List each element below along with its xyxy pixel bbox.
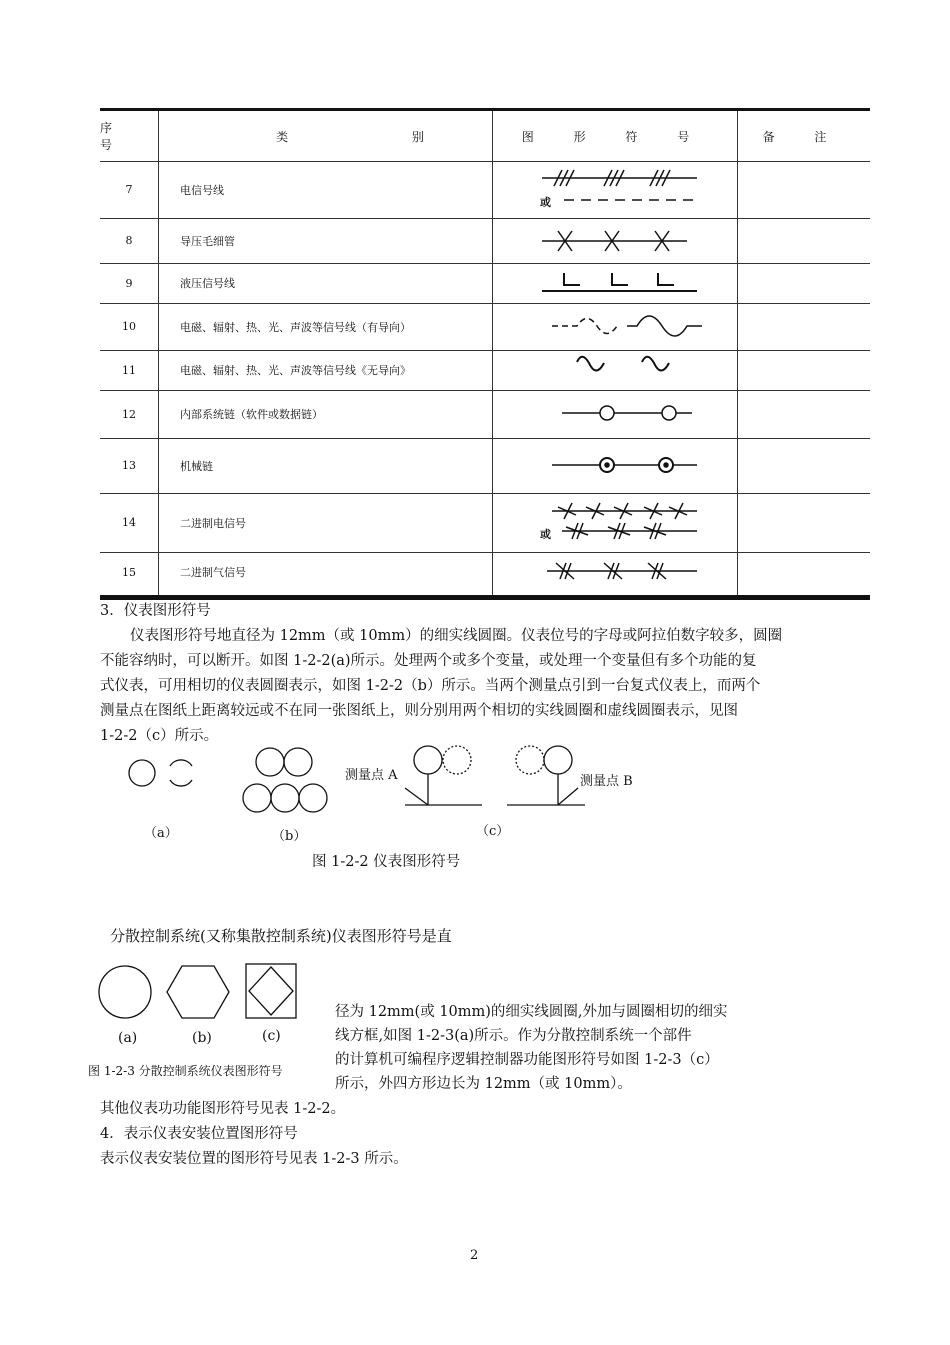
dcs-text-line: 所示，外四方形边长为 12mm（或 10mm）。 xyxy=(335,1076,632,1092)
row-no: 8 xyxy=(125,234,133,247)
figure-label-a: （a） xyxy=(144,826,178,841)
figure-1-2-2 xyxy=(100,740,660,835)
row-no: 13 xyxy=(122,459,136,472)
dashed-instrument-circle xyxy=(516,746,544,774)
dcs-text-line: 径为 12mm(或 10mm)的细实线圆圈,外加与圆圈相切的细实 xyxy=(335,1004,728,1020)
instrument-circle xyxy=(243,784,271,812)
electric-signal-line-symbol xyxy=(542,170,697,200)
dcs-text-line: 线方框,如图 1-2-3(a)所示。作为分散控制系统一个部件 xyxy=(335,1028,692,1044)
row-category: 内部系统链（软件或数据链） xyxy=(180,408,323,421)
dcs-label-c: (c) xyxy=(262,1028,281,1044)
row-category: 导压毛细管 xyxy=(180,234,235,248)
dcs-figure-caption: 图 1-2-3 分散控制系统仪表图形符号 xyxy=(88,1064,283,1078)
broken-instrument-circle xyxy=(170,760,192,766)
row-no: 7 xyxy=(125,183,133,196)
paragraph-line: 式仪表，可用相切的仪表圆圈表示，如图 1-2-2（b）所示。当两个测量点引到一台复式仪表上，而两个 xyxy=(100,678,761,694)
mechanical-link-symbol xyxy=(552,458,697,472)
row-no: 9 xyxy=(125,276,133,290)
figure-label-b: （b） xyxy=(272,829,307,844)
paragraph-line: 1-2-2（c）所示。 xyxy=(100,728,219,744)
row-category: 二进制电信号 xyxy=(180,516,246,530)
paragraph-line: 不能容纳时，可以断开。如图 1-2-2(a)所示。处理两个或多个变量，或处理一个变量但有多个功能的复 xyxy=(100,653,757,669)
measure-point-b: 测量点 B xyxy=(580,774,633,789)
table-divider xyxy=(737,111,738,595)
or-label: 或 xyxy=(540,528,551,541)
figure-1-2-3 xyxy=(95,960,305,1025)
header-remark: 备 注 xyxy=(762,129,845,144)
row-category: 电磁、辐射、热、光、声波等信号线（有导向） xyxy=(180,320,411,334)
hydraulic-signal-line-symbol xyxy=(542,273,697,291)
paragraph-line: 仪表图形符号地直径为 12mm（或 10mm）的细实线圆圈。仪表位号的字母或阿拉伯数字较多，圆圈 xyxy=(130,628,783,644)
instrument-circle xyxy=(129,760,155,786)
row-no: 11 xyxy=(122,363,136,377)
row-no: 14 xyxy=(122,516,136,529)
row-no: 12 xyxy=(122,407,136,421)
instrument-circle xyxy=(299,784,327,812)
row-category: 电磁、辐射、热、光、声波等信号线《无导向》 xyxy=(180,364,411,377)
closing-line: 其他仪表功功能图形符号见表 1-2-2。 xyxy=(100,1101,346,1117)
software-link-symbol xyxy=(562,406,692,420)
header-category: 类 别 xyxy=(276,129,484,144)
measure-point-a: 测量点 A xyxy=(345,768,398,783)
instrument-circle xyxy=(256,748,284,776)
binary-electric-signal-symbol xyxy=(552,503,697,539)
row-category: 电信号线 xyxy=(180,183,224,197)
dcs-circle-symbol xyxy=(99,966,151,1018)
capillary-tube-symbol xyxy=(542,231,687,251)
symbol-drawings xyxy=(492,111,737,595)
or-label: 或 xyxy=(540,196,551,209)
section-4-heading: 4．表示仪表安装位置图形符号 xyxy=(100,1126,298,1142)
row-no: 15 xyxy=(122,565,136,579)
dcs-label-a: (a) xyxy=(118,1030,138,1046)
row-category: 液压信号线 xyxy=(180,277,235,290)
unguided-wave-signal-symbol xyxy=(577,357,669,371)
guided-wave-signal-symbol xyxy=(552,316,702,336)
instrument-circle xyxy=(284,748,312,776)
page-number: 2 xyxy=(470,1248,479,1263)
dcs-text-line: 的计算机可编程序逻辑控制器功能图形符号如图 1-2-3（c） xyxy=(335,1052,719,1068)
paragraph-line: 测量点在图纸上距离较远或不在同一张图纸上，则分别用两个相切的实线圆圈和虚线圆圈表示，见图 xyxy=(100,703,738,719)
row-no: 10 xyxy=(122,320,136,333)
binary-pneumatic-signal-symbol xyxy=(547,563,697,579)
instrument-circle xyxy=(271,784,299,812)
closing-line: 表示仪表安装位置的图形符号见表 1-2-3 所示。 xyxy=(100,1151,408,1167)
dashed-instrument-circle xyxy=(443,746,471,774)
section-3-heading: 3．仪表图形符号 xyxy=(100,603,211,619)
header-no: 序 号 xyxy=(100,121,131,152)
symbol-table xyxy=(100,108,870,600)
figure-caption: 图 1-2-2 仪表图形符号 xyxy=(312,854,461,870)
header-symbol: 图 形 符 号 xyxy=(521,129,708,144)
instrument-circle xyxy=(414,746,442,774)
figure-label-c: （c） xyxy=(476,824,510,839)
row-category: 二进制气信号 xyxy=(180,566,246,579)
table-divider xyxy=(158,111,159,595)
instrument-circle xyxy=(544,746,572,774)
dcs-intro: 分散控制系统(又称集散控制系统)仪表图形符号是直 xyxy=(110,927,452,945)
row-category: 机械链 xyxy=(180,459,213,473)
plc-square-symbol xyxy=(246,964,296,1018)
dcs-label-b: (b) xyxy=(192,1030,212,1046)
dcs-hexagon-symbol xyxy=(167,966,229,1018)
